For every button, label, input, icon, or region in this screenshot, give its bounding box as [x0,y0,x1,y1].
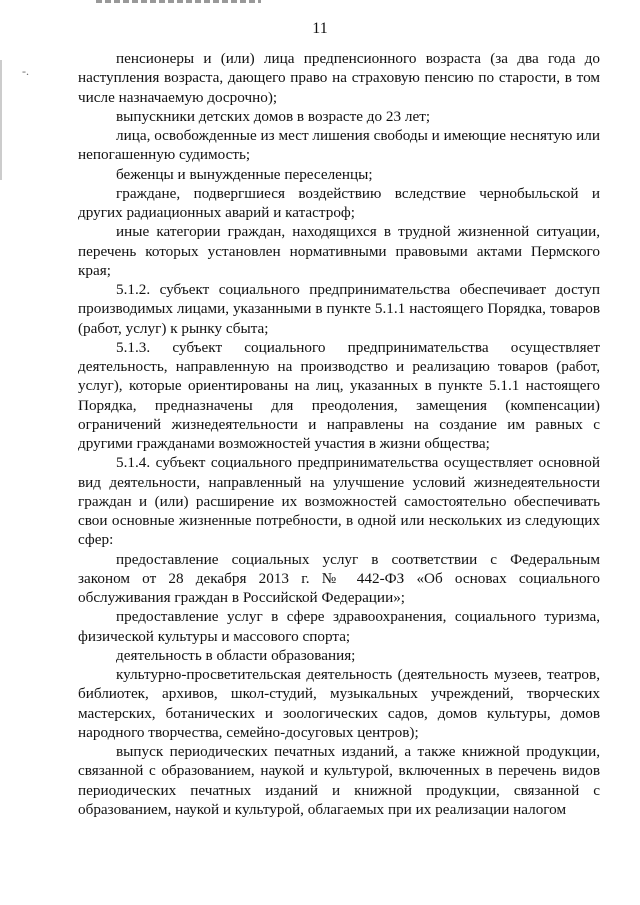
paragraph: иные категории граждан, находящихся в трудной жизненной ситуации, перечень которых установлен нормативными правовыми актами Пермского края; [78,223,600,279]
paragraph: пенсионеры и (или) лица предпенсионного возраста (за два года до наступления возраста, дающего право на страховую пенсию по старости, в том числе назначаемую досрочно); [78,50,600,106]
scan-artifact-mark: -. [22,64,29,78]
paragraph: культурно-просветительская деятельность (деятельность музеев, театров, библиотек, архивов, школ-студий, музыкальных учреждений, творческих мастерских, ботанических и зоологических садов, домов культуры, домов народного творчества, семейно-досуговых центров); [78,666,600,741]
paragraph: 5.1.4. субъект социального предпринимательства осуществляет основной вид деятельности, направленный на улучшение условий жизнедеятельности граждан и (или) расширение их возможностей самостоятельно обеспечивать свои основные жизненные потребности, в одной или нескольких из следующих сфер: [78,454,600,549]
paragraph: 5.1.3. субъект социального предпринимательства осуществляет деятельность, направленную на производство и реализацию товаров (работ, услуг), которые ориентированы на лиц, указанных в пункте 5.1.1 настоящего Порядка, предназначены для преодоления, замещения (компенсации) ограничений жизнедеятельности и направлены на создание им равных с другими гражданами возможностей участия в жизни общества; [78,338,600,452]
paragraph: граждане, подвергшиеся воздействию вследствие чернобыльской и других радиационных аварий и катастроф; [78,184,600,221]
scan-artifact-left [0,60,2,180]
paragraph: беженцы и вынужденные переселенцы; [116,165,373,183]
paragraph: деятельность в области образования; [116,646,356,664]
document-body [78,49,600,819]
paragraph: предоставление социальных услуг в соответствии с Федеральным законом от 28 декабря 2013 г. № 442-ФЗ «Об основах социального обслуживания граждан в Российской Федерации»; [78,550,600,606]
page-number: 11 [312,20,328,37]
paragraph: лица, освобожденные из мест лишения свободы и имеющие неснятую или непогашенную судимость; [78,127,600,164]
paragraph: 5.1.2. субъект социального предпринимательства обеспечивает доступ производимых лицами, указанными в пункте 5.1.1 настоящего Порядка, товаров (работ, услуг) к рынку сбыта; [78,281,600,337]
paragraph: предоставление услуг в сфере здравоохранения, социального туризма, физической культуры и массового спорта; [78,608,600,645]
paragraph: выпускники детских домов в возрасте до 23 лет; [116,107,431,125]
scan-artifact-top [96,0,261,3]
paragraph: выпуск периодических печатных изданий, а также книжной продукции, связанной с образованием, наукой и культурой, включенных в перечень видов периодических печатных изданий и книжной продукции, связанной с образованием, наукой и культурой, облагаемых при их реализации налогом [78,743,600,818]
